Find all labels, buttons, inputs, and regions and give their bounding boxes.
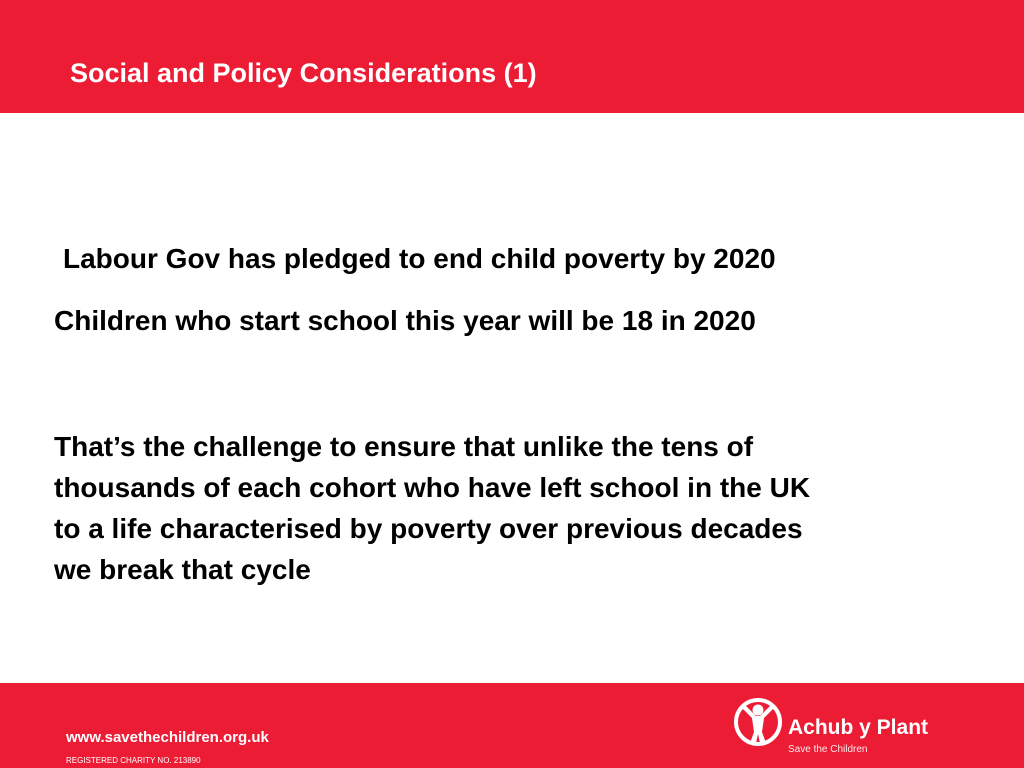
logo-subtitle: Save the Children	[788, 744, 868, 755]
save-the-children-logo	[732, 696, 962, 760]
charity-number: REGISTERED CHARITY NO. 213890	[66, 756, 201, 765]
challenge-paragraph	[54, 426, 1004, 590]
pledge-statement: Labour Gov has pledged to end child poverty by 2020	[63, 243, 776, 274]
child-emblem-icon	[732, 696, 784, 748]
cohort-statement: Children who start school this year will be 18 in 2020	[54, 305, 756, 336]
paragraph-line: That’s the challenge to ensure that unlike the tens of	[54, 431, 754, 462]
header-band	[0, 0, 1024, 113]
paragraph-line: we break that cycle	[54, 554, 311, 585]
slide-title: Social and Policy Considerations (1)	[70, 58, 537, 88]
website-link[interactable]: www.savethechildren.org.uk	[66, 729, 269, 746]
logo-name: Achub y Plant	[788, 716, 929, 739]
paragraph-line: thousands of each cohort who have left school in the UK	[54, 472, 811, 503]
paragraph-line: to a life characterised by poverty over previous decades	[54, 513, 803, 544]
